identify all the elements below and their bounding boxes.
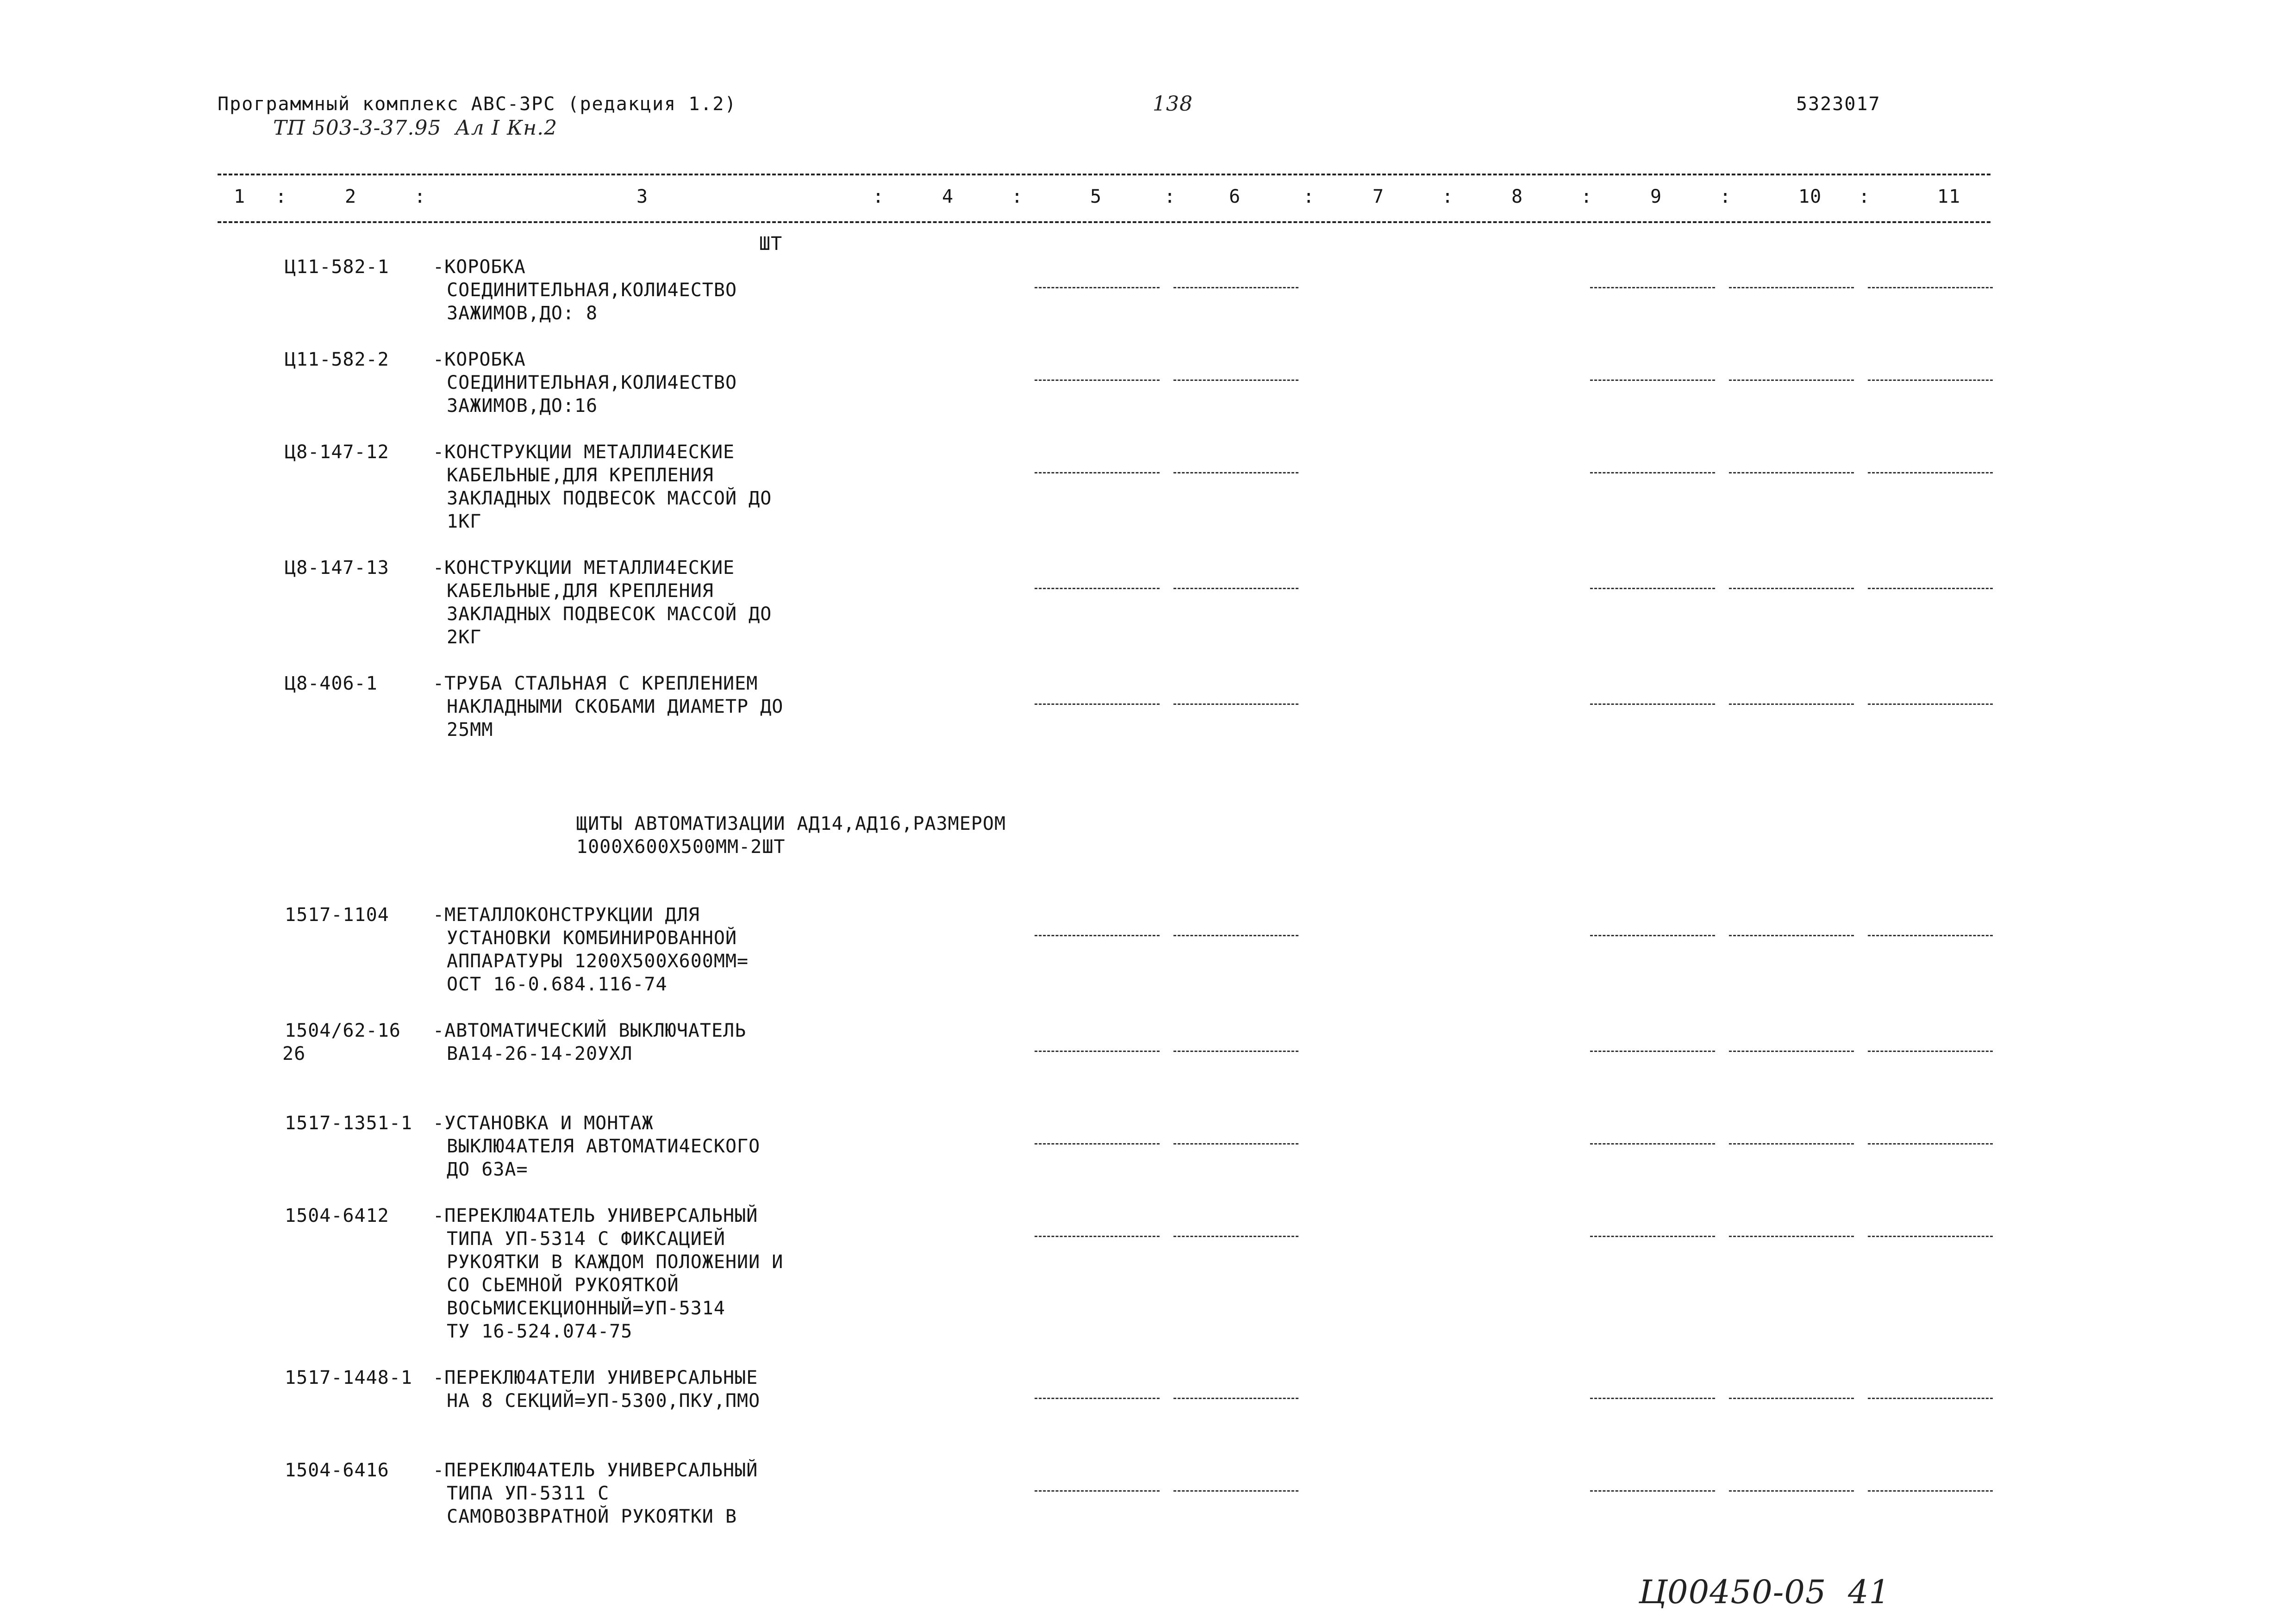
fraction-separator xyxy=(1590,1051,1715,1052)
column-header-cell: 5 xyxy=(1090,186,1102,207)
row-description-line: -КОРОБКА xyxy=(433,349,526,370)
row-description-line: -ПЕРЕКЛЮ4АТЕЛЬ УНИВЕРСАЛЬНЫЙ xyxy=(433,1460,758,1481)
fraction-separator xyxy=(1729,1143,1854,1145)
fraction-separator xyxy=(1729,703,1854,705)
row-description-line: ЗАЖИМОВ,ДО:16 xyxy=(447,395,598,417)
column-header-cell: 7 xyxy=(1373,186,1385,207)
fraction-separator xyxy=(1173,1051,1298,1052)
column-header-cell: 8 xyxy=(1511,186,1523,207)
fraction-separator xyxy=(1868,1398,1993,1399)
fraction-separator xyxy=(1729,1398,1854,1399)
row-description-line: -МЕТАЛЛОКОНСТРУКЦИИ ДЛЯ xyxy=(433,904,700,926)
column-header-cell: : xyxy=(1859,186,1871,207)
row-description-line: СО СЬЕМНОЙ РУКОЯТКОЙ xyxy=(447,1275,679,1296)
fraction-separator xyxy=(1590,287,1715,288)
row-description-line: НА 8 СЕКЦИЙ=УП-5300,ПКУ,ПМО xyxy=(447,1390,761,1412)
fraction-separator xyxy=(1173,1490,1298,1492)
column-header-cell: : xyxy=(414,186,426,207)
row-description-line: ОСТ 16-0.684.116-74 xyxy=(447,974,668,995)
row-code: 1517-1448-1 xyxy=(285,1367,412,1388)
row-code: Ц8-147-13 xyxy=(285,557,389,579)
fraction-separator xyxy=(1868,380,1993,381)
row-description-line: ВА14-26-14-20УХЛ xyxy=(447,1043,633,1064)
fraction-separator xyxy=(1868,1236,1993,1237)
row-description-line: 1КГ xyxy=(447,511,482,532)
column-header-cell: 9 xyxy=(1650,186,1662,207)
column-header-cell: 3 xyxy=(636,186,649,207)
row-description-line: УСТАНОВКИ КОМБИНИРОВАННОЙ xyxy=(447,927,737,949)
fraction-separator xyxy=(1173,1398,1298,1399)
row-code: 1504-6416 xyxy=(285,1460,389,1481)
column-header-cell: : xyxy=(1581,186,1593,207)
header-rule-bottom xyxy=(218,221,1990,223)
fraction-separator xyxy=(1729,1236,1854,1237)
row-code: Ц11-582-1 xyxy=(285,256,389,278)
row-code: Ц8-406-1 xyxy=(285,673,378,694)
fraction-separator xyxy=(1729,380,1854,381)
column-header-cell: : xyxy=(1442,186,1454,207)
fraction-separator xyxy=(1868,588,1993,589)
fraction-separator xyxy=(1590,380,1715,381)
fraction-separator xyxy=(1173,703,1298,705)
footer-stamp: Ц00450-05 41 xyxy=(1639,1573,1890,1611)
row-description-line: КАБЕЛЬНЫЕ,ДЛЯ КРЕПЛЕНИЯ xyxy=(447,580,714,602)
fraction-separator xyxy=(1590,1143,1715,1145)
fraction-separator xyxy=(1035,1051,1160,1052)
fraction-separator xyxy=(1868,1051,1993,1052)
row-description-line: -ПЕРЕКЛЮ4АТЕЛЬ УНИВЕРСАЛЬНЫЙ xyxy=(433,1205,758,1226)
fraction-separator xyxy=(1035,1143,1160,1145)
column-header-cell: 10 xyxy=(1798,186,1822,207)
fraction-separator xyxy=(1868,287,1993,288)
row-description-line: -АВТОМАТИЧЕСКИЙ ВЫКЛЮЧАТЕЛЬ xyxy=(433,1020,747,1041)
fraction-separator xyxy=(1868,1490,1993,1492)
row-description-line: РУКОЯТКИ В КАЖДОМ ПОЛОЖЕНИИ И xyxy=(447,1251,784,1273)
fraction-separator xyxy=(1729,1051,1854,1052)
fraction-separator xyxy=(1868,703,1993,705)
row-description-line: 25ММ xyxy=(447,719,493,740)
column-header-cell: 11 xyxy=(1937,186,1961,207)
section-title-line-2: 1000Х600Х500ММ-2ШТ xyxy=(576,836,786,858)
project-note: ТП 503-3-37.95 Ал I Кн.2 xyxy=(273,116,558,140)
row-description-line: ТУ 16-524.074-75 xyxy=(447,1321,633,1342)
fraction-separator xyxy=(1868,472,1993,473)
fraction-separator xyxy=(1035,1490,1160,1492)
column-header-cell: : xyxy=(1720,186,1732,207)
row-description-line: ЗАКЛАДНЫХ ПОДВЕСОК МАССОЙ ДО xyxy=(447,604,772,625)
row-description-line: СОЕДИНИТЕЛЬНАЯ,КОЛИ4ЕСТВО xyxy=(447,372,737,393)
header-rule-top xyxy=(218,174,1990,175)
row-description-line: ТИПА УП-5311 С xyxy=(447,1483,610,1504)
program-title: Программный комплекс АВС-3РС (редакция 1.2) xyxy=(218,93,737,115)
row-description-line: ВЫКЛЮ4АТЕЛЯ АВТОМАТИ4ЕСКОГО xyxy=(447,1136,761,1157)
row-description-line: АППАРАТУРЫ 1200Х500Х600ММ= xyxy=(447,951,749,972)
row-description-line: ВОСЬМИСЕКЦИОННЫЙ=УП-5314 xyxy=(447,1298,725,1319)
fraction-separator xyxy=(1729,472,1854,473)
document-number: 5323017 xyxy=(1796,93,1881,115)
column-header-cell: : xyxy=(1303,186,1315,207)
fraction-separator xyxy=(1590,1398,1715,1399)
column-header-cell: 6 xyxy=(1229,186,1241,207)
row-description-line: -ТРУБА СТАЛЬНАЯ С КРЕПЛЕНИЕМ xyxy=(433,673,758,694)
row-code: 1504/62-16 xyxy=(285,1020,401,1041)
fraction-separator xyxy=(1035,1398,1160,1399)
fraction-separator xyxy=(1173,380,1298,381)
fraction-separator xyxy=(1035,472,1160,473)
fraction-separator xyxy=(1035,1236,1160,1237)
column-header-cell: 4 xyxy=(942,186,954,207)
column-header-cell: 2 xyxy=(345,186,357,207)
page-number: 138 xyxy=(1153,92,1193,116)
fraction-separator xyxy=(1173,588,1298,589)
row-description-line: СОЕДИНИТЕЛЬНАЯ,КОЛИ4ЕСТВО xyxy=(447,280,737,301)
row-description-line: -КОРОБКА xyxy=(433,256,526,278)
fraction-separator xyxy=(1173,1143,1298,1145)
row-description-line: САМОВОЗВРАТНОЙ РУКОЯТКИ В xyxy=(447,1506,737,1527)
fraction-separator xyxy=(1035,588,1160,589)
fraction-separator xyxy=(1590,1236,1715,1237)
fraction-separator xyxy=(1868,935,1993,936)
fraction-separator xyxy=(1590,1490,1715,1492)
fraction-separator xyxy=(1035,703,1160,705)
row-description-line: ТИПА УП-5314 С ФИКСАЦИЕЙ xyxy=(447,1228,725,1250)
fraction-separator xyxy=(1729,588,1854,589)
row-description-line: -КОНСТРУКЦИИ МЕТАЛЛИ4ЕСКИЕ xyxy=(433,442,735,463)
fraction-separator xyxy=(1035,287,1160,288)
row-code-continuation: 26 xyxy=(282,1043,306,1064)
fraction-separator xyxy=(1035,935,1160,936)
row-code: 1504-6412 xyxy=(285,1205,389,1226)
fraction-separator xyxy=(1173,1236,1298,1237)
column-header-cell: : xyxy=(1164,186,1176,207)
row-description-line: ЗАКЛАДНЫХ ПОДВЕСОК МАССОЙ ДО xyxy=(447,488,772,509)
column-header-cell: 1 xyxy=(234,186,246,207)
row-description-line: НАКЛАДНЫМИ СКОБАМИ ДИАМЕТР ДО xyxy=(447,696,784,717)
row-code: Ц11-582-2 xyxy=(285,349,389,370)
fraction-separator xyxy=(1590,588,1715,589)
fraction-separator xyxy=(1590,935,1715,936)
row-description-line: ДО 63А= xyxy=(447,1159,528,1180)
row-description-line: 2КГ xyxy=(447,627,482,648)
unit-label: ШТ xyxy=(759,233,783,255)
fraction-separator xyxy=(1035,380,1160,381)
row-code: 1517-1351-1 xyxy=(285,1113,412,1134)
row-description-line: -КОНСТРУКЦИИ МЕТАЛЛИ4ЕСКИЕ xyxy=(433,557,735,579)
fraction-separator xyxy=(1173,472,1298,473)
row-description-line: -ПЕРЕКЛЮ4АТЕЛИ УНИВЕРСАЛЬНЫЕ xyxy=(433,1367,758,1388)
fraction-separator xyxy=(1590,703,1715,705)
fraction-separator xyxy=(1729,1490,1854,1492)
column-header-cell: : xyxy=(873,186,885,207)
row-description-line: -УСТАНОВКА И МОНТАЖ xyxy=(433,1113,654,1134)
fraction-separator xyxy=(1729,935,1854,936)
fraction-separator xyxy=(1729,287,1854,288)
row-description-line: ЗАЖИМОВ,ДО: 8 xyxy=(447,303,598,324)
row-code: Ц8-147-12 xyxy=(285,442,389,463)
row-description-line: КАБЕЛЬНЫЕ,ДЛЯ КРЕПЛЕНИЯ xyxy=(447,465,714,486)
fraction-separator xyxy=(1590,472,1715,473)
fraction-separator xyxy=(1173,287,1298,288)
fraction-separator xyxy=(1868,1143,1993,1145)
section-title-line-1: ЩИТЫ АВТОМАТИЗАЦИИ АД14,АД16,РАЗМЕРОМ xyxy=(576,813,1006,834)
column-header-cell: : xyxy=(275,186,287,207)
row-code: 1517-1104 xyxy=(285,904,389,926)
fraction-separator xyxy=(1173,935,1298,936)
column-header-cell: : xyxy=(1011,186,1023,207)
